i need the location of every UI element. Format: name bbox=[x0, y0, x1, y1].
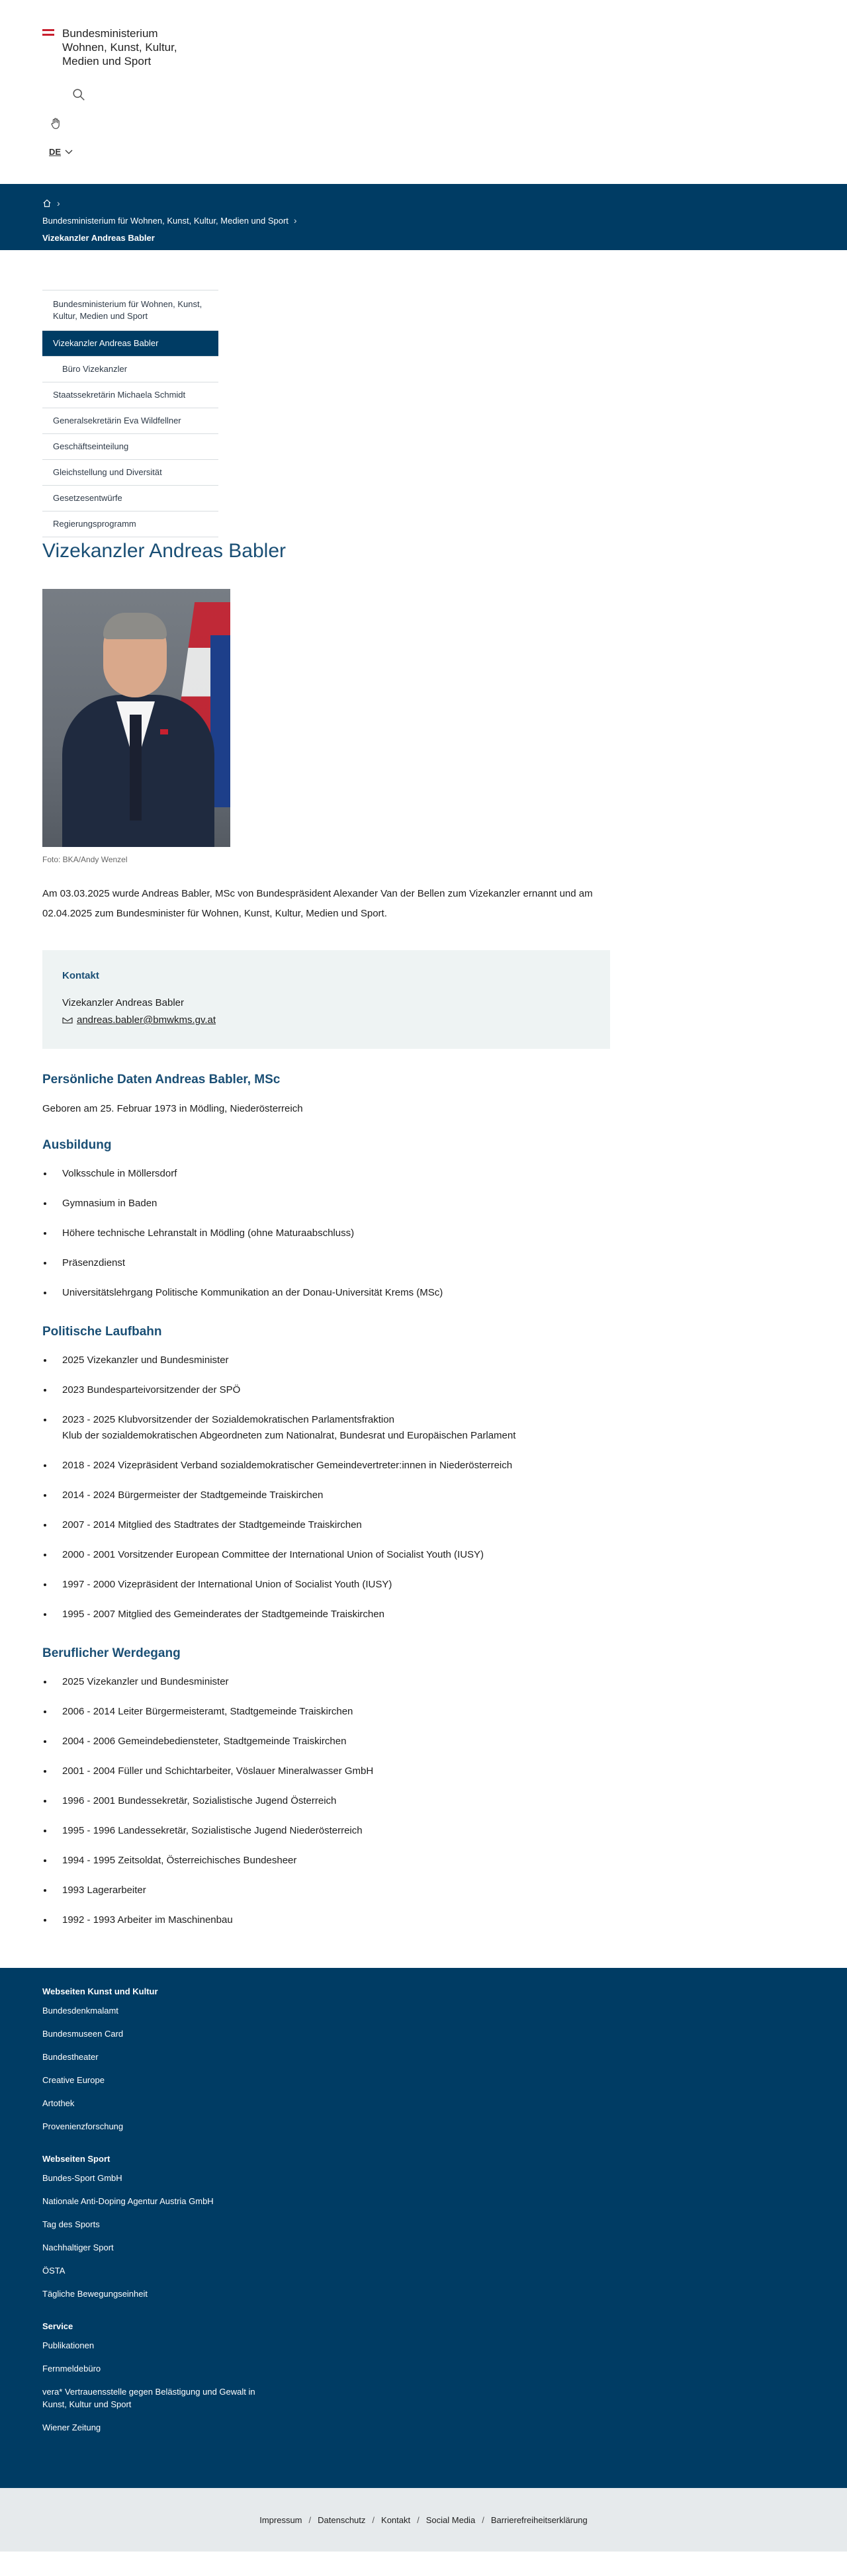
side-nav-item-staatssekretaerin[interactable] bbox=[42, 382, 218, 408]
list-item: 2025 Vizekanzler und Bundesminister bbox=[42, 1674, 805, 1690]
list-item: Universitätslehrgang Politische Kommunikation an der Donau-Universität Krems (MSc) bbox=[42, 1285, 805, 1301]
side-nav-item-vizekanzler[interactable] bbox=[42, 331, 218, 357]
career-list bbox=[42, 1674, 805, 1928]
footer-link[interactable]: Bundestheater bbox=[42, 2052, 99, 2062]
side-nav-link[interactable]: Staatssekretärin Michaela Schmidt bbox=[53, 390, 186, 400]
logo-line: Wohnen, Kunst, Kultur, bbox=[62, 41, 177, 54]
contact-name: Vizekanzler Andreas Babler bbox=[62, 997, 184, 1008]
footer-link-datenschutz[interactable]: Datenschutz bbox=[318, 2514, 366, 2525]
breadcrumb-row bbox=[42, 212, 805, 229]
side-nav-link[interactable]: Gesetzesentwürfe bbox=[53, 493, 122, 503]
page-title: Vizekanzler Andreas Babler bbox=[42, 540, 286, 562]
side-nav-link[interactable]: Bundesministerium für Wohnen, Kunst, Kultur, Medien und Sport bbox=[53, 299, 202, 321]
breadcrumb-current: Vizekanzler Andreas Babler bbox=[42, 232, 155, 243]
logo-text bbox=[62, 26, 234, 68]
breadcrumb-link-ministry[interactable]: Bundesministerium für Wohnen, Kunst, Kultur, Medien und Sport bbox=[42, 215, 289, 226]
footer-group-kunst bbox=[42, 1986, 805, 2133]
contact-heading: Kontakt bbox=[62, 970, 99, 981]
list-item: 2007 - 2014 Mitglied des Stadtrates der Stadtgemeinde Traiskirchen bbox=[42, 1517, 805, 1533]
footer-link[interactable]: Provenienzforschung bbox=[42, 2121, 124, 2131]
logo-line: Medien und Sport bbox=[62, 55, 152, 67]
breadcrumb-home-row bbox=[42, 195, 805, 212]
austria-flag-icon bbox=[42, 29, 54, 36]
link-separator: / bbox=[308, 2514, 312, 2525]
breadcrumb bbox=[0, 184, 847, 250]
side-nav-link[interactable]: Vizekanzler Andreas Babler bbox=[53, 338, 159, 348]
list-item: 1993 Lagerarbeiter bbox=[42, 1883, 805, 1898]
list-item: 2023 Bundesparteivorsitzender der SPÖ bbox=[42, 1382, 805, 1398]
side-nav-item-ministry[interactable] bbox=[42, 290, 218, 331]
site-footer bbox=[0, 1968, 847, 2488]
link-separator: / bbox=[482, 2514, 484, 2525]
contact-email-link[interactable]: andreas.babler@bmwkms.gv.at bbox=[77, 1014, 216, 1026]
portrait-photo bbox=[42, 589, 230, 847]
footer-link-social-media[interactable]: Social Media bbox=[425, 2514, 476, 2525]
logo-line: Bundesministerium bbox=[62, 27, 158, 40]
list-item-line: 2023 - 2025 Klubvorsitzender der Sozialdemokratischen Parlamentsfraktion bbox=[62, 1414, 394, 1425]
footer-heading: Webseiten Kunst und Kultur bbox=[42, 1986, 158, 1996]
footer-link[interactable]: Artothek bbox=[42, 2098, 75, 2108]
list-item-line: Klub der sozialdemokratischen Abgeordneten zum Nationalrat, Bundesrat und Europäischen Parlament bbox=[62, 1430, 516, 1441]
footer-link[interactable]: Bundes-Sport GmbH bbox=[42, 2173, 122, 2183]
search-button[interactable] bbox=[71, 87, 87, 103]
language-select[interactable] bbox=[49, 147, 73, 157]
footer-link[interactable]: Bundesdenkmalamt bbox=[42, 2006, 118, 2016]
footer-link[interactable]: ÖSTA bbox=[42, 2266, 66, 2276]
list-item: 1995 - 1996 Landessekretär, Sozialistische Jugend Niederösterreich bbox=[42, 1823, 805, 1839]
list-item: 2004 - 2006 Gemeindebediensteter, Stadtgemeinde Traiskirchen bbox=[42, 1734, 805, 1750]
portrait-hair bbox=[103, 613, 167, 639]
footer-link[interactable]: Fernmeldebüro bbox=[42, 2364, 101, 2374]
footer-link[interactable]: Tag des Sports bbox=[42, 2219, 100, 2229]
footer-heading: Service bbox=[42, 2321, 73, 2331]
chevron-down-icon bbox=[65, 150, 73, 155]
email-icon bbox=[62, 1016, 73, 1024]
search-icon bbox=[71, 87, 86, 102]
footer-link[interactable]: vera* Vertrauensstelle gegen Belästigung und Gewalt in Kunst, Kultur und Sport bbox=[42, 2387, 255, 2409]
footer-group-sport bbox=[42, 2154, 805, 2300]
list-item bbox=[42, 1412, 805, 1444]
side-nav-link[interactable]: Regierungsprogramm bbox=[53, 519, 136, 529]
list-item: 2018 - 2024 Vizepräsident Verband sozialdemokratischer Gemeindevertreter:innen in Niederösterreich bbox=[42, 1458, 805, 1474]
footer-link-impressum[interactable]: Impressum bbox=[259, 2514, 302, 2525]
list-item: Höhere technische Lehranstalt in Mödling (ohne Maturaabschluss) bbox=[42, 1225, 805, 1241]
personal-text: Geboren am 25. Februar 1973 in Mödling, Niederösterreich bbox=[42, 1103, 303, 1114]
side-nav-item-regierungsprogramm[interactable] bbox=[42, 511, 218, 537]
link-separator: / bbox=[372, 2514, 375, 2525]
site-header bbox=[0, 0, 847, 184]
list-item: 2025 Vizekanzler und Bundesminister bbox=[42, 1353, 805, 1368]
breadcrumb-row bbox=[42, 229, 805, 246]
link-separator: / bbox=[417, 2514, 420, 2525]
list-item: 1994 - 1995 Zeitsoldat, Österreichisches Bundesheer bbox=[42, 1853, 805, 1869]
intro-text: Am 03.03.2025 wurde Andreas Babler, MSc von Bundespräsident Alexander Van der Bellen zum Vizekanzler ernannt und am 02.04.2025 zum Bundesminister für Wohnen, Kunst, Kultur, Medien und Sport. bbox=[42, 888, 593, 919]
side-nav-item-gleichstellung[interactable] bbox=[42, 460, 218, 486]
list-item: 2000 - 2001 Vorsitzender European Committee der International Union of Socialist Youth (IUSY) bbox=[42, 1547, 805, 1563]
list-item: Volksschule in Möllersdorf bbox=[42, 1166, 805, 1182]
portrait-tie bbox=[130, 715, 142, 821]
list-item: 1992 - 1993 Arbeiter im Maschinenbau bbox=[42, 1912, 805, 1928]
side-nav-link[interactable]: Büro Vizekanzler bbox=[62, 364, 128, 374]
list-item: 1996 - 2001 Bundessekretär, Sozialistische Jugend Österreich bbox=[42, 1793, 805, 1809]
side-nav-link[interactable]: Generalsekretärin Eva Wildfellner bbox=[53, 416, 181, 425]
list-item: Gymnasium in Baden bbox=[42, 1196, 805, 1212]
side-nav-item-generalsekretaerin[interactable] bbox=[42, 408, 218, 434]
main-content bbox=[0, 290, 847, 1928]
sign-language-button[interactable] bbox=[49, 116, 65, 132]
footer-link-barrierefreiheit[interactable]: Barrierefreiheitserklärung bbox=[490, 2514, 588, 2525]
home-icon[interactable] bbox=[42, 199, 52, 208]
footer-link-kontakt[interactable]: Kontakt bbox=[381, 2514, 411, 2525]
ministry-logo[interactable] bbox=[42, 26, 234, 68]
footer-link[interactable]: Publikationen bbox=[42, 2340, 95, 2350]
side-nav-link[interactable]: Geschäftseinteilung bbox=[53, 441, 129, 451]
footer-link[interactable]: Bundesmuseen Card bbox=[42, 2029, 124, 2039]
politics-heading: Politische Laufbahn bbox=[42, 1325, 162, 1339]
side-nav-link[interactable]: Gleichstellung und Diversität bbox=[53, 467, 162, 477]
footer-link[interactable]: Nachhaltiger Sport bbox=[42, 2243, 114, 2252]
footer-link[interactable]: Tägliche Bewegungseinheit bbox=[42, 2289, 148, 2299]
footer-group-service bbox=[42, 2321, 805, 2434]
language-code: DE bbox=[49, 147, 62, 157]
list-item: 1997 - 2000 Vizepräsident der International Union of Socialist Youth (IUSY) bbox=[42, 1577, 805, 1593]
education-heading: Ausbildung bbox=[42, 1138, 112, 1152]
list-item: 2001 - 2004 Füller und Schichtarbeiter, Vöslauer Mineralwasser GmbH bbox=[42, 1763, 805, 1779]
footer-bottom-bar bbox=[0, 2488, 847, 2552]
breadcrumb-separator-icon: › bbox=[57, 198, 60, 208]
breadcrumb-separator-icon: › bbox=[293, 215, 297, 226]
contact-box bbox=[42, 950, 610, 1049]
portrait-pin bbox=[160, 729, 168, 734]
side-nav-item-buero[interactable] bbox=[42, 357, 218, 382]
side-nav-item-gesetzesentwuerfe[interactable] bbox=[42, 486, 218, 511]
side-nav bbox=[42, 290, 218, 537]
side-nav-item-geschaeftseinteilung[interactable] bbox=[42, 434, 218, 460]
career-heading: Beruflicher Werdegang bbox=[42, 1646, 181, 1660]
list-item: Präsenzdienst bbox=[42, 1255, 805, 1271]
footer-link[interactable]: Nationale Anti-Doping Agentur Austria GmbH bbox=[42, 2196, 214, 2206]
photo-caption: Foto: BKA/Andy Wenzel bbox=[42, 855, 128, 864]
footer-heading: Webseiten Sport bbox=[42, 2154, 111, 2164]
personal-heading: Persönliche Daten Andreas Babler, MSc bbox=[42, 1073, 281, 1087]
contact-email-row bbox=[62, 1012, 590, 1029]
politics-list bbox=[42, 1353, 805, 1622]
list-item: 1995 - 2007 Mitglied des Gemeinderates der Stadtgemeinde Traiskirchen bbox=[42, 1607, 805, 1622]
hand-icon bbox=[49, 116, 64, 131]
list-item: 2014 - 2024 Bürgermeister der Stadtgemeinde Traiskirchen bbox=[42, 1488, 805, 1503]
list-item: 2006 - 2014 Leiter Bürgermeisteramt, Stadtgemeinde Traiskirchen bbox=[42, 1704, 805, 1720]
education-list bbox=[42, 1166, 805, 1301]
footer-link[interactable]: Wiener Zeitung bbox=[42, 2422, 101, 2432]
footer-link[interactable]: Creative Europe bbox=[42, 2075, 105, 2085]
